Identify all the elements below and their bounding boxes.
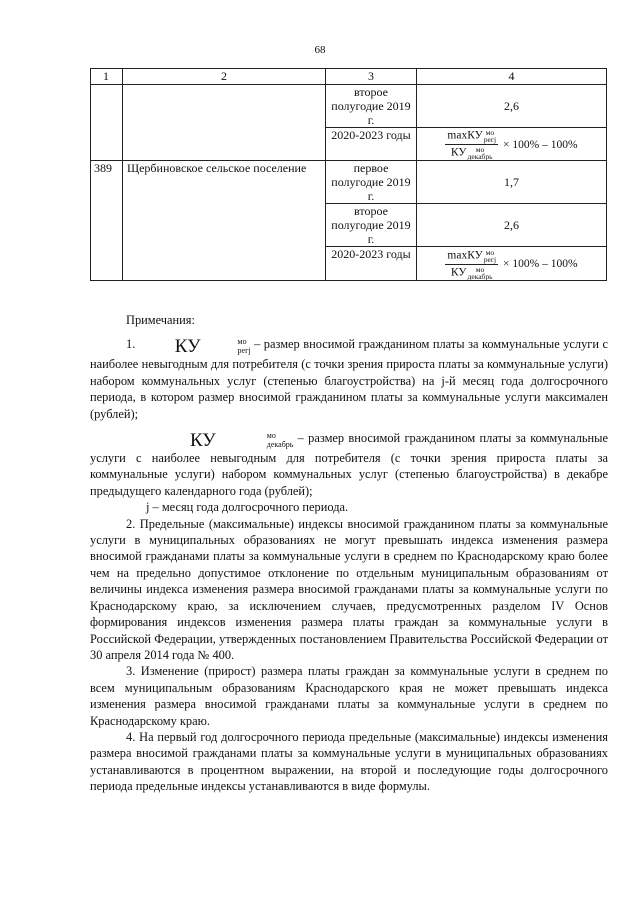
denominator-indices [468, 146, 493, 160]
period-cell: 2020-2023 годы [326, 128, 417, 161]
municipality-cell [123, 85, 326, 161]
formula-tail: × 100% – 100% [503, 138, 578, 151]
period-cell: 2020-2023 годы [326, 247, 417, 280]
numerator-text: maxКУ [447, 249, 483, 262]
denominator-sup: мо [475, 145, 485, 155]
ku-sub: декабрь [266, 440, 294, 450]
formula-fraction [445, 249, 498, 280]
ku-symbol-indices [202, 337, 251, 355]
index-value-cell: 1,7 [417, 161, 607, 204]
formula-cell [417, 128, 607, 161]
note-1-number: 1. [126, 337, 136, 352]
municipality-cell: Щербиновское сельское поселение [123, 161, 326, 280]
ku-dekabr-symbol [140, 431, 293, 450]
numerator-sup: мо [485, 247, 495, 257]
numerator-text: maxКУ [447, 130, 483, 142]
ku-sub: регj [237, 346, 251, 356]
table-header-row [91, 69, 607, 85]
denominator-text: КУ [450, 266, 467, 279]
row-number-cell [91, 85, 123, 161]
ku-symbol-text: КУ [174, 336, 201, 358]
table-row [91, 85, 607, 128]
formula-denominator [449, 145, 495, 160]
notes-title: Примечания: [126, 313, 195, 327]
period-cell: первое полугодие 2019 г. [326, 161, 417, 204]
ku-regj-symbol [139, 337, 251, 356]
note-1-definition-dekabr [90, 430, 608, 499]
note-4-paragraph: 4. На первый год долгосрочного периода предельные (максимальные) индексы изменения размера вносимой гражданами платы за коммунальные услуги в муниципальных образованиях устанавливаются в процентном выражении, на второй и последующие годы долгосрочного периода предельные индексы устанавливаются в виде формулы. [90, 729, 608, 794]
denominator-text: КУ [450, 147, 467, 159]
definition-text: – размер вносимой гражданином платы за коммунальные услуги с наиболее невыгодным для потребителя (с точки зрения прироста платы за коммунальные услуги) набором коммунальных услуг (степенью благоустройства) в декабре предыдущего календарного года (рублей); [90, 431, 608, 498]
period-cell: второе полугодие 2019 г. [326, 204, 417, 247]
denominator-sup: мо [475, 264, 485, 274]
index-value-cell: 2,6 [417, 85, 607, 128]
formula-numerator [445, 249, 498, 265]
numerator-indices [484, 249, 496, 263]
numerator-indices [484, 129, 496, 143]
row-number-cell: 389 [91, 161, 123, 280]
page-number: 68 [314, 44, 326, 56]
formula-denominator [449, 265, 495, 280]
definition-text: – размер вносимой гражданином платы за коммунальные услуги с наиболее невыгодным для потребителя (с точки зрения прироста платы за коммунальные услуги) набором коммунальных услуг (степенью благоустройства) на j-й месяц года долгосрочного периода, в котором размер вносимой гражданином платы за коммунальные услуги максимален (рублей); [90, 337, 608, 421]
ku-symbol-text: КУ [190, 430, 216, 452]
header-cell: 2 [123, 69, 326, 85]
period-text: второе полугодие 2019 г. [331, 85, 411, 127]
header-cell: 1 [91, 69, 123, 85]
ku-symbol-indices [217, 431, 294, 449]
formula-cell [417, 247, 607, 280]
header-cell: 4 [417, 69, 607, 85]
numerator-sup: мо [485, 128, 495, 138]
note-3-paragraph: 3. Изменение (прирост) размера платы граждан за коммунальные услуги в среднем по всем муниципальным образованиям Краснодарского края не может превышать индекса изменения размера вносимой гражданами платы за коммунальные услуги в среднем по Краснодарскому краю. [90, 664, 608, 728]
formula-fraction [445, 129, 498, 160]
formula-tail: × 100% – 100% [503, 258, 578, 271]
index-table [90, 68, 607, 281]
numerator-sub: регj [483, 254, 497, 264]
ku-sup: мо [266, 431, 276, 441]
header-cell: 3 [326, 69, 417, 85]
notes-section [90, 312, 608, 795]
denominator-sub: декабрь [467, 152, 493, 162]
denominator-indices [468, 266, 493, 280]
ku-sup: мо [237, 337, 247, 347]
table-row [91, 161, 607, 204]
numerator-sub: регj [483, 135, 497, 145]
note-2-paragraph: 2. Предельные (максимальные) индексы вносимой гражданином платы за коммунальные услуги в муниципальных образованиях не могут превышать индекса изменения размера вносимой гражданами платы за коммунальные услуги в среднем по Краснодарскому краю более чем на предельно допустимое отклонение по отдельным муниципальным образованиям от величины индекса изменения размера вносимой гражданами платы за коммунальные услуги по Краснодарскому краю, за исключением случаев, предусмотренных разделом IV Основ формирования индексов изменения размера платы граждан за коммунальные услуги в Российской Федерации, утвержденных постановлением Правительства Российской Федерации от 30 апреля 2014 года № 400. [90, 516, 608, 662]
period-cell [326, 85, 417, 128]
index-formula [445, 129, 577, 160]
note-1-definition-j: j – месяц года долгосрочного периода. [146, 500, 349, 515]
index-formula [445, 249, 577, 280]
index-value-cell: 2,6 [417, 204, 607, 247]
denominator-sub: декабрь [467, 271, 493, 281]
note-1-definition-regj [90, 336, 608, 422]
formula-numerator [445, 129, 498, 145]
